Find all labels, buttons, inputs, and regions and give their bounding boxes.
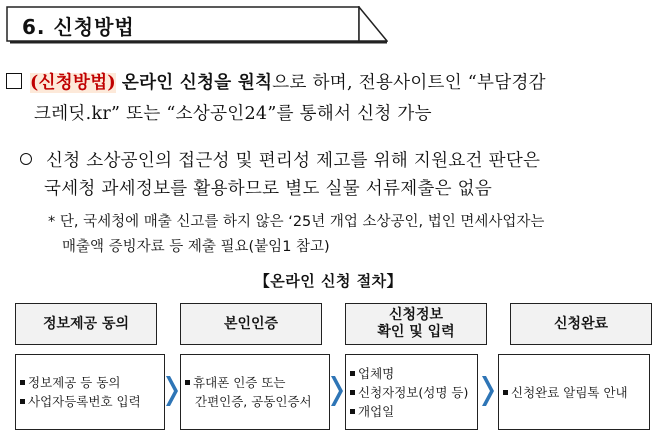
step-header-verification: 본인인증 xyxy=(180,303,322,345)
step-header-line-2: 확인 및 입력 xyxy=(377,324,455,340)
paragraph-2-line-1 xyxy=(20,147,540,172)
bold-text: 온라인 신청을 원칙 xyxy=(121,73,273,93)
list-item: 사업자등록번호 입력 xyxy=(20,392,160,411)
list-item: 업체명 xyxy=(350,364,473,383)
list-item: 정보제공 등 동의 xyxy=(20,373,160,392)
square-bullet-icon xyxy=(20,399,25,404)
list-item: 휴대폰 인증 또는 xyxy=(185,373,325,392)
paragraph-1-line-2: 크레딧.kr” 또는 “소상공인24”를 통해서 신청 가능 xyxy=(34,104,432,124)
highlight-label: (신청방법) xyxy=(30,73,116,93)
step-header-consent: 정보제공 동의 xyxy=(15,303,157,345)
list-item: 간편인증, 공동인증서 xyxy=(195,394,312,409)
list-item: 개업일 xyxy=(350,402,473,421)
square-bullet-icon xyxy=(185,380,190,385)
paragraph-1-line-1 xyxy=(6,69,546,94)
square-bullet-icon xyxy=(503,390,508,395)
square-bullet-icon xyxy=(350,409,355,414)
paragraph-2-text: 신청 소상공인의 접근성 및 편리성 제고를 위해 지원요건 판단은 xyxy=(46,151,541,171)
square-bullet-icon xyxy=(350,390,355,395)
checkbox-bullet-icon xyxy=(6,73,22,89)
step-detail-complete xyxy=(498,354,650,430)
square-bullet-icon xyxy=(20,380,25,385)
paragraph-1-rest: 으로 하며, 전용사이트인 “부담경감 xyxy=(272,73,546,93)
circle-bullet-icon xyxy=(20,153,32,165)
square-bullet-icon xyxy=(350,371,355,376)
paragraph-2-line-2: 국세청 과세정보를 활용하므로 별도 실물 서류제출은 없음 xyxy=(44,179,493,199)
chevron-right-icon xyxy=(480,374,496,408)
step-detail-application-info xyxy=(345,354,478,430)
list-item: 신청자정보(성명 등) xyxy=(350,383,473,402)
step-detail-verification xyxy=(180,354,330,430)
step-header-line-1: 신청정보 xyxy=(388,307,444,323)
list-item: 신청완료 알림톡 안내 xyxy=(503,383,645,402)
step-header-complete: 신청완료 xyxy=(510,303,652,345)
step-header-application-info xyxy=(345,303,487,345)
step-detail-consent xyxy=(15,354,165,430)
chevron-right-icon xyxy=(164,374,180,408)
section-header xyxy=(6,6,386,42)
note-line-2: 매출액 증빙자료 등 제출 필요(붙임1 참고) xyxy=(62,239,330,255)
process-title: 【온라인 신청 절차】 xyxy=(254,272,403,290)
note-line-1: * 단, 국세청에 매출 신고를 하지 않은 ‘25년 개업 소상공인, 법인 면세사업자는 xyxy=(48,214,545,230)
chevron-right-icon xyxy=(329,374,345,408)
section-title: 6. 신청방법 xyxy=(22,15,135,39)
